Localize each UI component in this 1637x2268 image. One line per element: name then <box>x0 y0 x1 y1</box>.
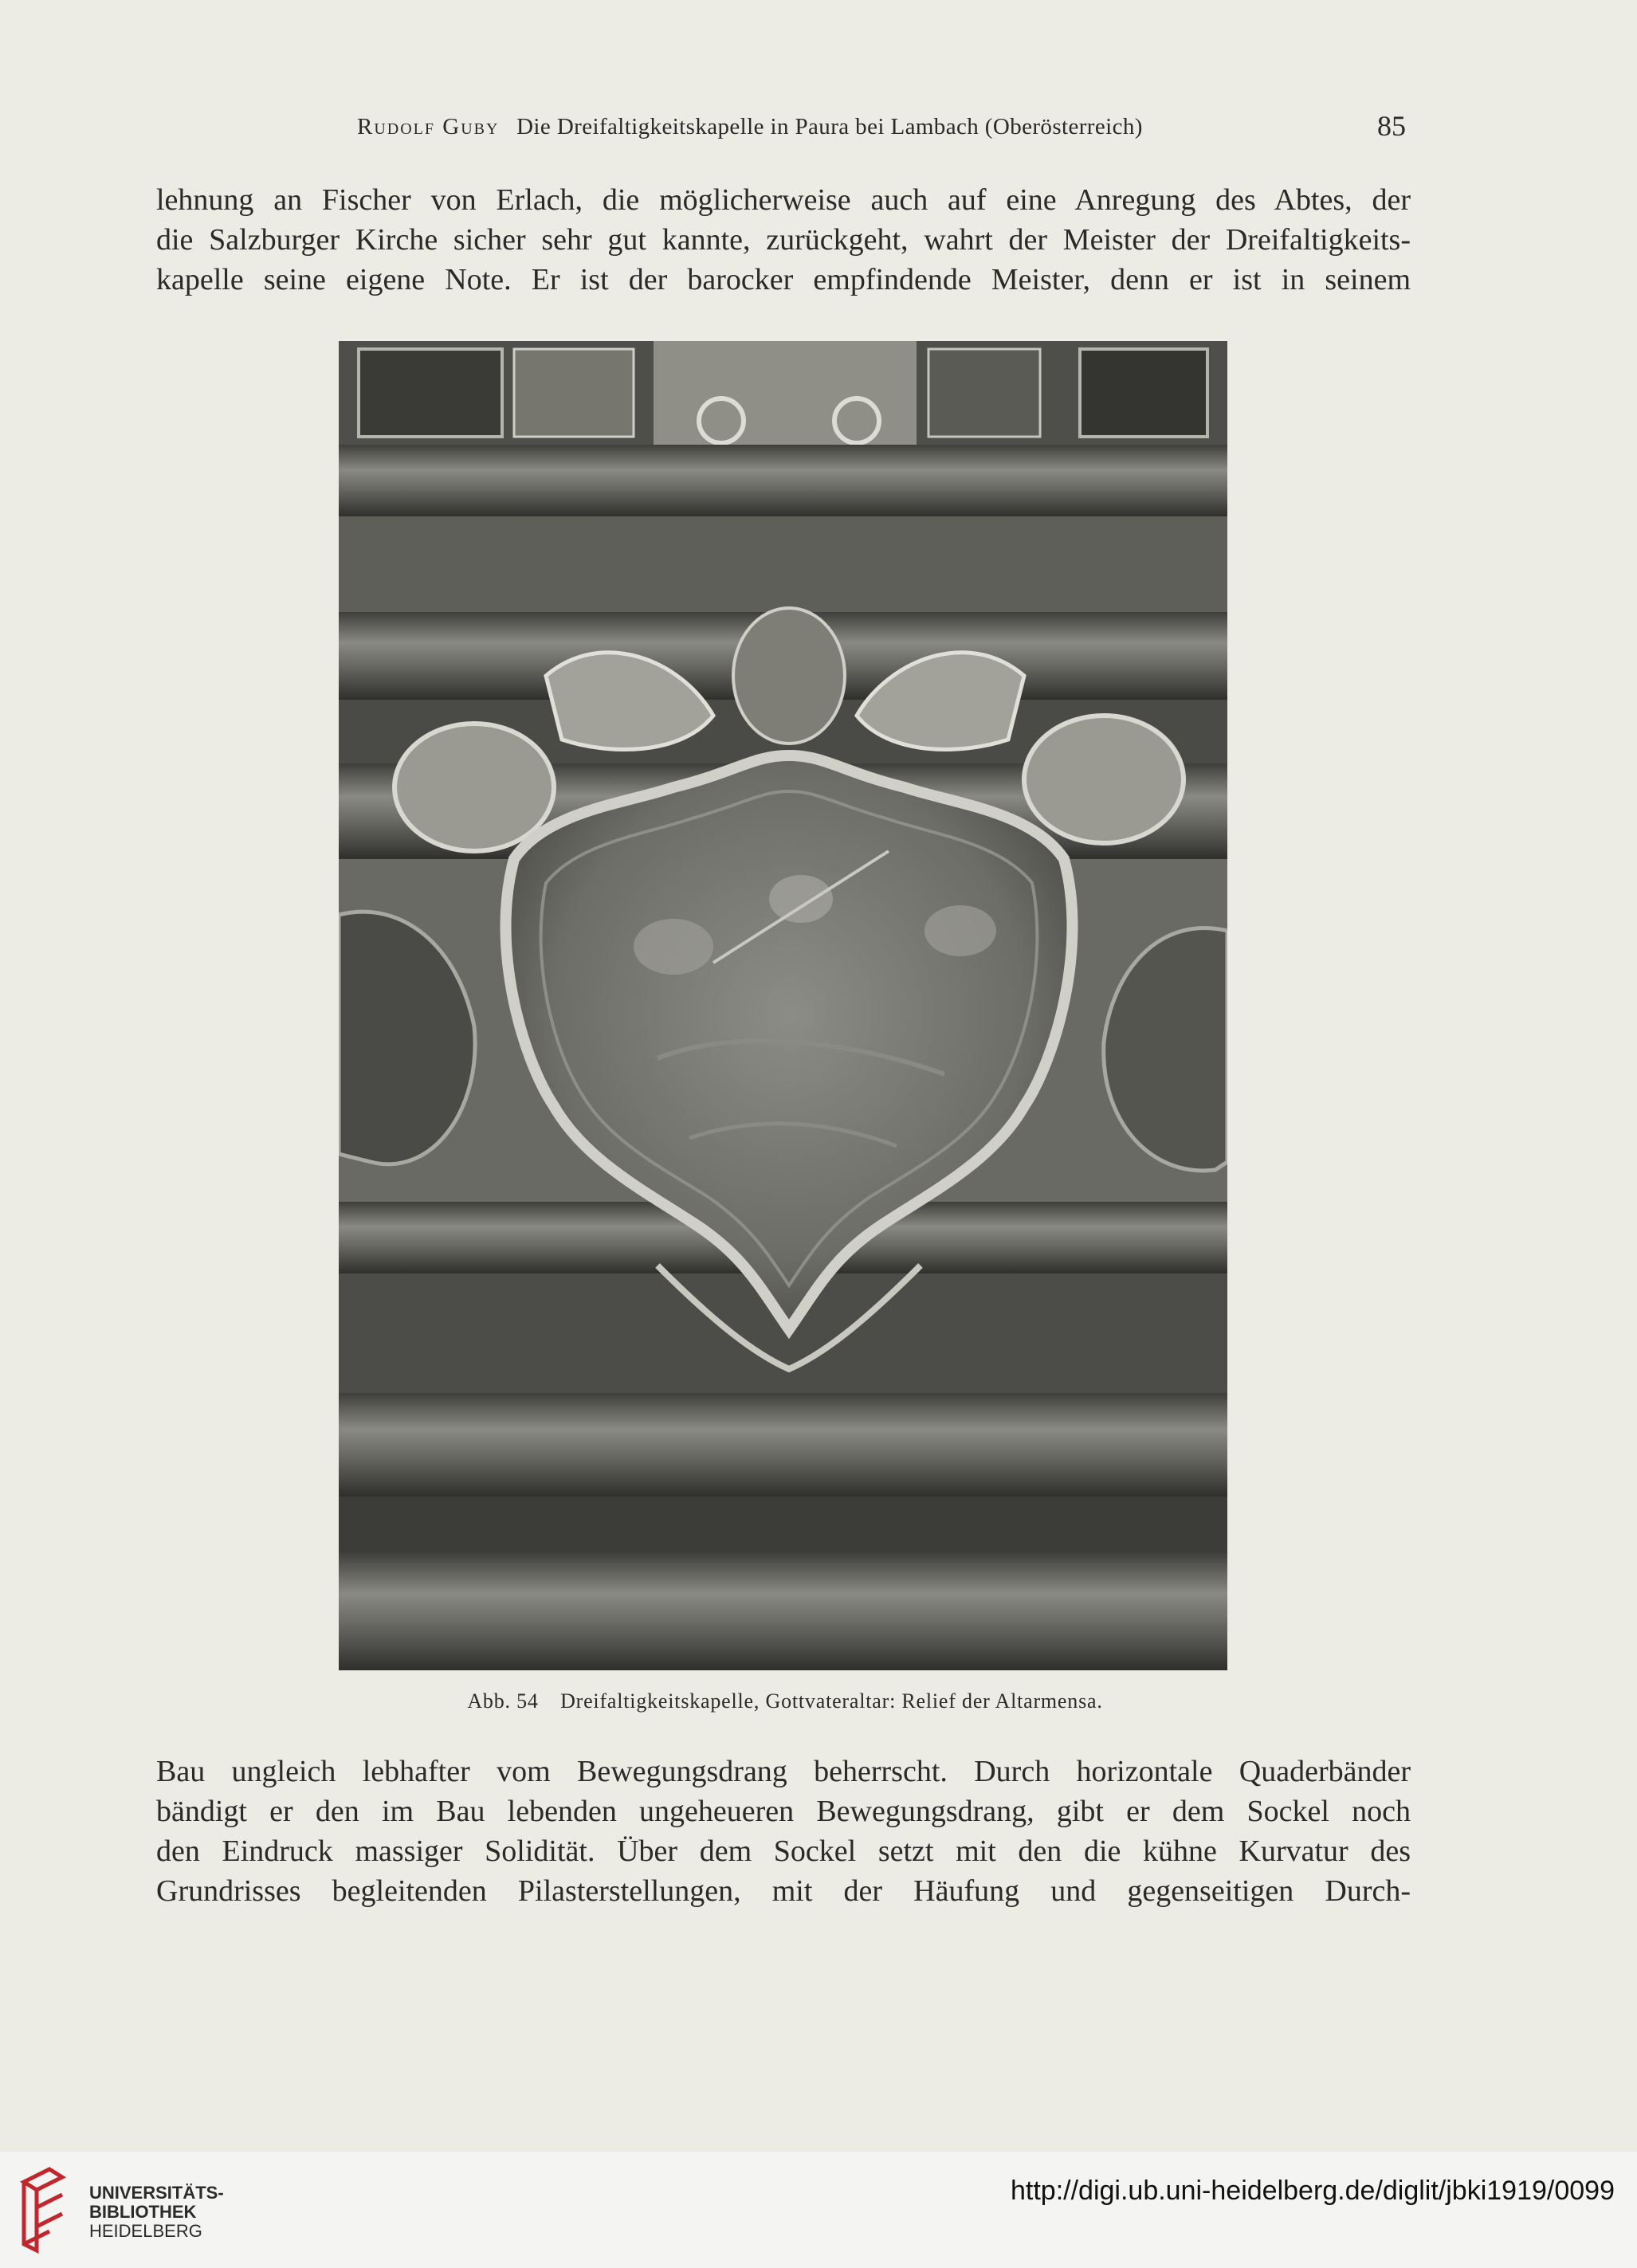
figure-number: Abb. 54 <box>467 1689 539 1713</box>
text-line: Bau ungleich lebhafter vom Bewegungsdrang beherrscht. Durch horizontale Quaderbänder <box>156 1755 1411 1788</box>
text-line: die Salzburger Kirche sicher sehr gut kannte, zurückgeht, wahrt der Meister der Dreifaltigkeits- <box>156 223 1411 257</box>
paragraph-top <box>156 180 1411 300</box>
university-library-logo-icon <box>18 2166 69 2254</box>
running-head-title: Die Dreifaltigkeitskapelle in Paura bei Lambach (Oberösterreich) <box>516 114 1143 139</box>
running-head-author: Rudolf Guby <box>357 114 500 139</box>
library-name <box>89 2184 224 2241</box>
library-name-line: UNIVERSITÄTS- <box>89 2183 224 2203</box>
library-name-line: HEIDELBERG <box>89 2221 202 2241</box>
figure-caption-text: Dreifaltigkeitskapelle, Gottvateraltar: Relief der Altarmensa. <box>560 1689 1103 1713</box>
text-line: kapelle seine eigene Note. Er ist der barocker empfindende Meister, denn er ist in seinem <box>156 263 1411 296</box>
figure-caption <box>159 1689 1411 1713</box>
figure-photograph-relief <box>339 341 1227 1670</box>
relief-photo-illustration <box>339 341 1227 1670</box>
text-line: Grundrisses begleitenden Pilasterstellungen, mit der Häufung und gegenseitigen Durch- <box>156 1874 1411 1908</box>
running-head <box>357 114 1218 140</box>
page-number: 85 <box>1377 110 1406 142</box>
paragraph-bottom <box>156 1752 1411 1911</box>
text-line: den Eindruck massiger Solidität. Über dem Sockel setzt mit den die kühne Kurvatur des <box>156 1834 1411 1868</box>
source-url-link[interactable]: http://digi.ub.uni-heidelberg.de/diglit/jbki1919/0099 <box>1011 2176 1615 2206</box>
text-line: bändigt er den im Bau lebenden ungeheueren Bewegungsdrang, gibt er dem Sockel noch <box>156 1795 1411 1828</box>
library-name-line: BIBLIOTHEK <box>89 2202 197 2222</box>
text-line: lehnung an Fischer von Erlach, die möglicherweise auch auf eine Anregung des Abtes, der <box>156 183 1411 217</box>
library-footer <box>0 2152 1637 2268</box>
